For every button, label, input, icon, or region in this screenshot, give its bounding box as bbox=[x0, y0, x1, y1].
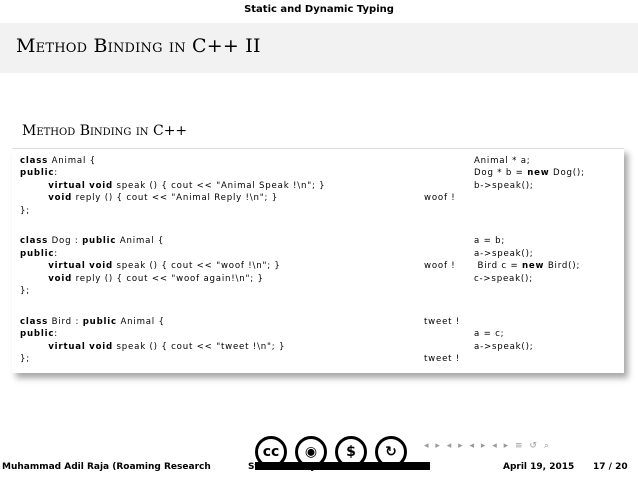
code-line: virtual void speak () { cout << "Animal Speak !\n"; } bbox=[48, 180, 326, 191]
frame-title: Method Binding in C++ II bbox=[16, 35, 261, 57]
code-line: Animal * a; bbox=[474, 156, 531, 166]
sa-icon: ↻ bbox=[375, 436, 407, 468]
section-title: Static and Dynamic Typing bbox=[244, 4, 394, 15]
footer-page: 17 / 20 bbox=[593, 462, 628, 472]
code-line: virtual void speak () { cout << "tweet !\n"; } bbox=[48, 341, 286, 352]
code-line: void reply () { cout << "Animal Reply !\n"; } bbox=[48, 193, 278, 204]
nc-icon: $ bbox=[335, 436, 367, 468]
code-line: virtual void speak () { cout << "woof !\n"; } bbox=[48, 261, 281, 272]
code-line: a = b; bbox=[474, 236, 506, 247]
frame-title-bar bbox=[0, 23, 638, 73]
code-line: Dog * b = new Dog(); bbox=[474, 168, 585, 179]
cc-icon: cc bbox=[255, 436, 287, 468]
by-icon: ◉ bbox=[295, 436, 327, 468]
block-title: Method Binding in C++ bbox=[22, 123, 188, 139]
code-line: }; bbox=[20, 286, 30, 296]
footer bbox=[0, 457, 638, 479]
code-line: class Bird : public Animal { bbox=[20, 316, 165, 327]
code-line: public: bbox=[20, 248, 58, 259]
code-line: }; bbox=[20, 354, 30, 364]
code-line: class Animal { bbox=[20, 156, 96, 166]
code-line: void reply () { cout << "woof again!\n"; } bbox=[48, 273, 264, 284]
code-line: class Dog : public Animal { bbox=[20, 236, 165, 247]
code-line: a->speak(); bbox=[474, 248, 534, 259]
code-line: tweet ! bbox=[424, 354, 461, 364]
code-block bbox=[12, 148, 624, 373]
code-line: public: bbox=[20, 168, 58, 179]
code-line: a = c; bbox=[474, 329, 505, 340]
code-line: tweet ! bbox=[424, 316, 461, 327]
code-line: Bird c = new Bird(); bbox=[474, 261, 581, 272]
code-line: }; bbox=[20, 205, 30, 216]
code-line: public: bbox=[20, 329, 58, 340]
code-line: b->speak(); bbox=[474, 180, 534, 191]
code-line: woof ! bbox=[424, 193, 456, 204]
code-line: woof ! bbox=[424, 261, 456, 272]
code-line: a->speak(); bbox=[474, 341, 534, 352]
footer-author: Muhammad Adil Raja (Roaming Research bbox=[2, 462, 211, 472]
beamer-nav-icons[interactable]: ◂ ▸ ◂ ▸ ◂ ▸ ◂ ▸ ≡ ↺ ⌕ bbox=[424, 441, 551, 451]
footer-title: Static and Dynamic Behavior bbox=[248, 462, 395, 472]
code-line: c->speak(); bbox=[474, 273, 533, 284]
footer-date: April 19, 2015 bbox=[503, 462, 575, 472]
